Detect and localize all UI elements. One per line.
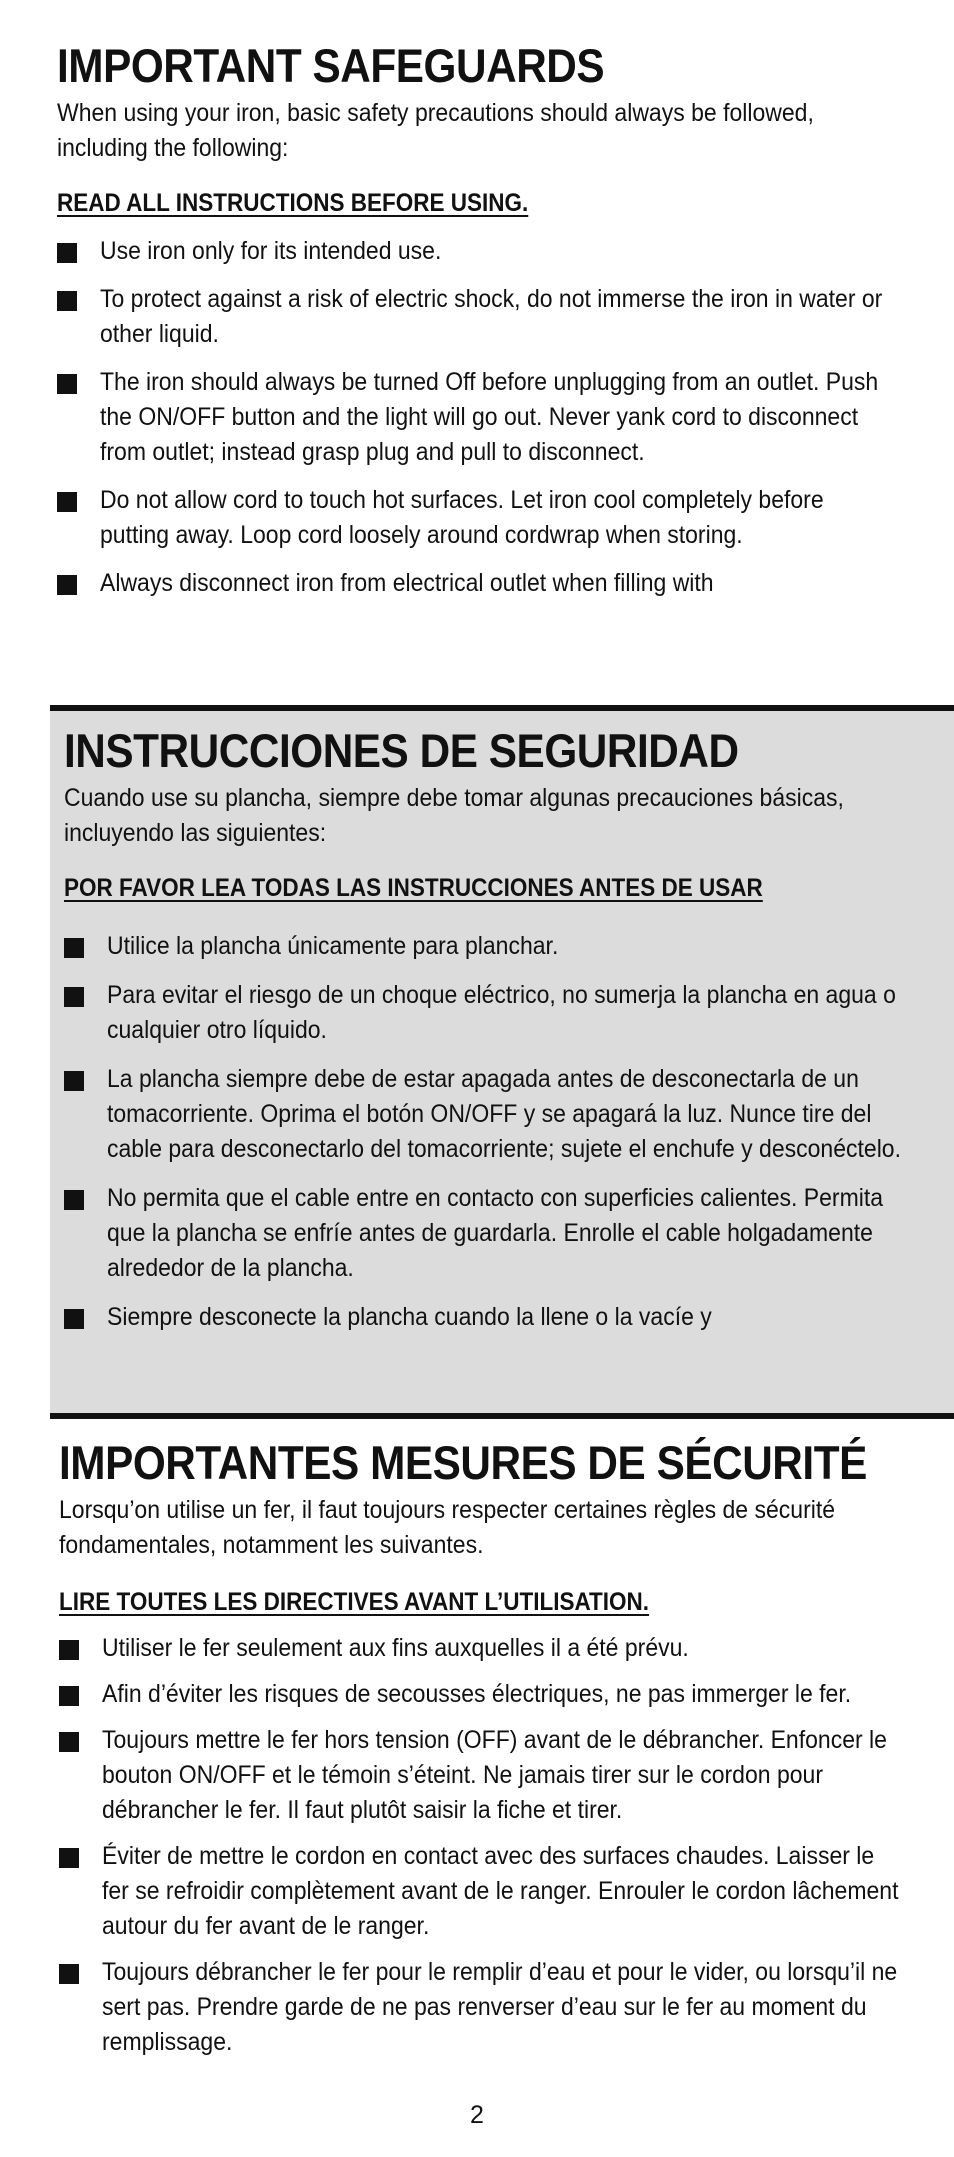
spanish-title: INSTRUCCIONES DE SEGURIDAD [64, 724, 739, 777]
list-item [59, 1677, 904, 1712]
bullet-square-icon [59, 1686, 79, 1706]
spanish-safeguards-section [50, 705, 954, 1419]
list-item-text: Para evitar el riesgo de un choque eléctrico, no sumerja la plancha en agua o cualquier otro líquido. [107, 981, 896, 1044]
bullet-square-icon [59, 1732, 79, 1752]
bullet-square-icon [64, 1309, 84, 1329]
page-number: 2 [470, 2101, 484, 2129]
french-safeguard-list [59, 1631, 904, 2060]
bullet-square-icon [57, 291, 77, 311]
list-item [59, 1631, 904, 1666]
bullet-square-icon [64, 1190, 84, 1210]
list-item [57, 282, 894, 352]
french-safeguards-section [0, 1425, 954, 2125]
english-safeguards-section [0, 0, 954, 700]
list-item-text: The iron should always be turned Off before unplugging from an outlet. Push the ON/OFF button and the light will go out. Never yank cord to disconnect from outlet; instead grasp plug and pull to disconnect. [100, 368, 879, 466]
list-item-text: Always disconnect iron from electrical outlet when filling with [100, 569, 714, 597]
bullet-square-icon [57, 492, 77, 512]
list-item-text: Utiliser le fer seulement aux fins auxquelles il a été prévu. [102, 1634, 689, 1662]
list-item [59, 1955, 904, 2060]
list-item-text: Siempre desconecte la plancha cuando la llene o la vacíe y [107, 1303, 712, 1331]
bullet-square-icon [64, 1071, 84, 1091]
list-item-text: Use iron only for its intended use. [100, 237, 442, 265]
list-item [57, 483, 894, 553]
french-title: IMPORTANTES MESURES DE SÉCURITÉ [59, 1436, 867, 1489]
list-item-text: Do not allow cord to touch hot surfaces. Let iron cool completely before putting away. Loop cord loosely around cordwrap when storing. [100, 486, 824, 549]
english-instructions-heading: READ ALL INSTRUCTIONS BEFORE USING. [57, 189, 529, 217]
bullet-square-icon [59, 1640, 79, 1660]
bullet-square-icon [59, 1848, 79, 1868]
list-item [64, 978, 904, 1048]
list-item-text: Utilice la plancha únicamente para planchar. [107, 932, 559, 960]
bullet-square-icon [64, 987, 84, 1007]
list-item [59, 1839, 904, 1944]
list-item-text: Toujours débrancher le fer pour le remplir d’eau et pour le vider, ou lorsqu’il ne sert pas. Prendre garde de ne pas renverser d’eau sur le fer au moment du remplissage. [102, 1958, 898, 2056]
list-item-text: Toujours mettre le fer hors tension (OFF) avant de le débrancher. Enfoncer le bouton ON/OFF et le témoin s’éteint. Ne jamais tirer sur le cordon pour débrancher le fer. Il faut plutôt saisir la fiche et tirer. [102, 1726, 887, 1824]
english-intro: When using your iron, basic safety precautions should always be followed, including the following: [57, 99, 814, 162]
bullet-square-icon [59, 1964, 79, 1984]
list-item-text: No permita que el cable entre en contacto con superficies calientes. Permita que la plancha se enfríe antes de guardarla. Enrolle el cable holgadamente alrededor de la plancha. [107, 1184, 884, 1282]
list-item-text: Afin d’éviter les risques de secousses électriques, ne pas immerger le fer. [102, 1680, 852, 1708]
list-item [57, 365, 894, 470]
english-title: IMPORTANT SAFEGUARDS [57, 39, 605, 92]
bullet-square-icon [57, 575, 77, 595]
french-instructions-heading: LIRE TOUTES LES DIRECTIVES AVANT L’UTILISATION. [59, 1588, 650, 1616]
bullet-square-icon [64, 938, 84, 958]
list-item [64, 929, 904, 964]
spanish-instructions-heading: POR FAVOR LEA TODAS LAS INSTRUCCIONES ANTES DE USAR [64, 874, 763, 902]
spanish-intro: Cuando use su plancha, siempre debe tomar algunas precauciones básicas, incluyendo las siguientes: [64, 784, 844, 847]
list-item [64, 1300, 904, 1335]
list-item [59, 1723, 904, 1828]
list-item [57, 234, 894, 269]
list-item [57, 566, 894, 601]
list-item-text: Éviter de mettre le cordon en contact avec des surfaces chaudes. Laisser le fer se refroidir complètement avant de le ranger. Enrouler le cordon lâchement autour du fer avant de le ranger. [102, 1842, 899, 1940]
spanish-safeguard-list [64, 929, 904, 1335]
list-item-text: La plancha siempre debe de estar apagada antes de desconectarla de un tomacorriente. Oprima el botón ON/OFF y se apagará la luz. Nunce tire del cable para desconectarlo del tomacorriente; sujete el enchufe y desconéctelo. [107, 1065, 901, 1163]
list-item-text: To protect against a risk of electric shock, do not immerse the iron in water or other liquid. [100, 285, 883, 348]
english-safeguard-list [57, 234, 894, 601]
list-item [64, 1062, 904, 1167]
list-item [64, 1181, 904, 1286]
french-intro: Lorsqu’on utilise un fer, il faut toujours respecter certaines règles de sécurité fondamentales, notamment les suivantes. [59, 1496, 836, 1559]
bullet-square-icon [57, 243, 77, 263]
bullet-square-icon [57, 374, 77, 394]
